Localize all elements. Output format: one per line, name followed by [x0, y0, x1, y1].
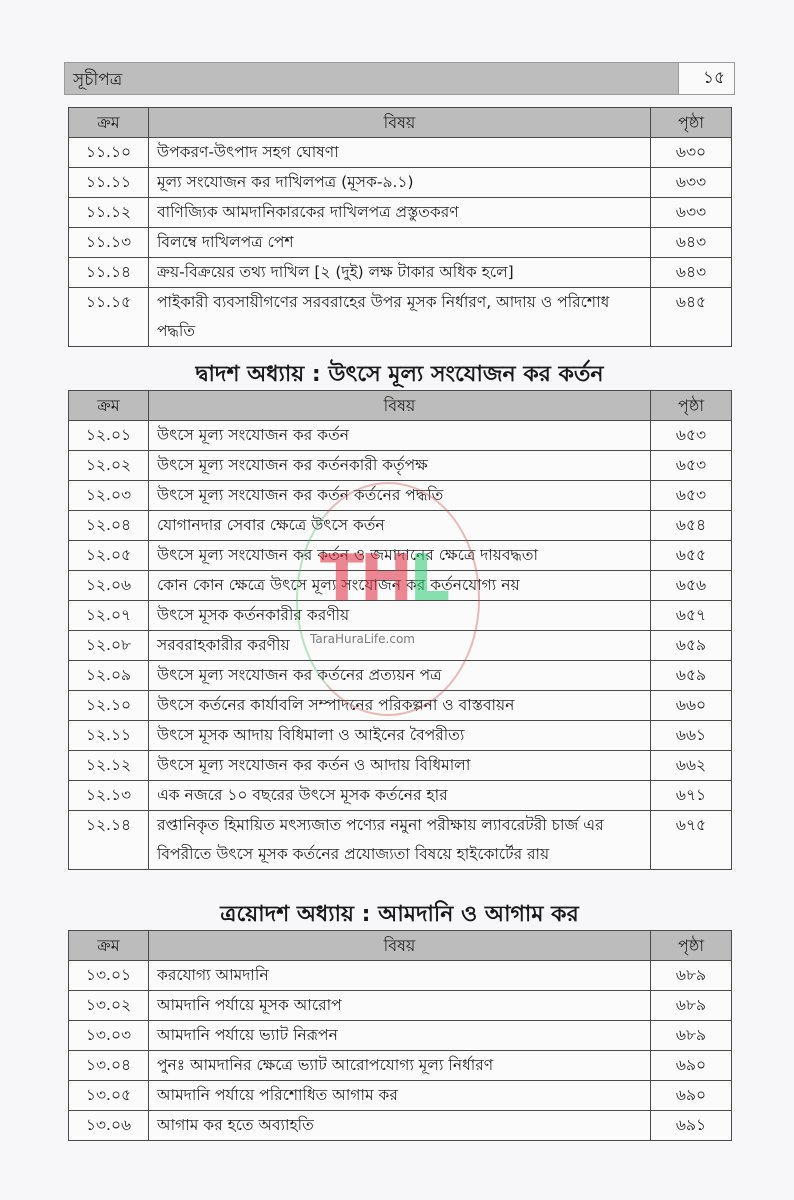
row-subject: আগাম কর হতে অব্যাহতি [149, 1111, 651, 1141]
row-subject: উৎসে মূসক আদায় বিধিমালা ও আইনের বৈপরীত্য [149, 721, 651, 751]
row-page: ৬৬১ [651, 721, 732, 751]
row-serial: ১২.০৩ [69, 481, 149, 511]
table-row [69, 991, 732, 1021]
row-serial: ১১.১৩ [69, 228, 149, 258]
row-serial: ১৩.০১ [69, 961, 149, 991]
row-subject: উৎসে মূল্য সংযোজন কর কর্তনকারী কর্তৃপক্ষ [149, 451, 651, 481]
column-header-serial: ক্রম [69, 931, 149, 961]
row-subject: উৎসে কর্তনের কার্যাবলি সম্পাদনের পরিকল্পনা ও বাস্তবায়ন [149, 691, 651, 721]
table-row [69, 571, 732, 601]
row-subject: উৎসে মূল্য সংযোজন কর কর্তনের প্রত্যয়ন পত্র [149, 661, 651, 691]
table-row [69, 811, 732, 870]
row-subject: উৎসে মূল্য সংযোজন কর কর্তন [149, 421, 651, 451]
row-subject: পাইকারী ব্যবসায়ীগণের সরবরাহের উপর মূসক নির্ধারণ, আদায় ও পরিশোধ পদ্ধতি [149, 288, 651, 347]
row-serial: ১২.০১ [69, 421, 149, 451]
row-subject: রপ্তানিকৃত হিমায়িত মৎস্যজাত পণ্যের নমুনা পরীক্ষায় ল্যাবরেটরী চার্জ এর বিপরীতে উৎসে মূসক কর্তনের প্রযোজ্যতা বিষয়ে হাইকোর্টের রায় [149, 811, 651, 870]
row-subject: আমদানি পর্যায়ে মূসক আরোপ [149, 991, 651, 1021]
row-page: ৬৮৯ [651, 991, 732, 1021]
row-serial: ১২.০৯ [69, 661, 149, 691]
row-subject: আমদানি পর্যায়ে পরিশোধিত আগাম কর [149, 1081, 651, 1111]
row-page: ৬৪৩ [651, 258, 732, 288]
column-header-page: পৃষ্ঠা [651, 391, 732, 421]
row-subject: পুনঃ আমদানির ক্ষেত্রে ভ্যাট আরোপযোগ্য মূল্য নির্ধারণ [149, 1051, 651, 1081]
row-serial: ১৩.০৬ [69, 1111, 149, 1141]
row-subject: আমদানি পর্যায়ে ভ্যাট নিরূপন [149, 1021, 651, 1051]
table-row [69, 168, 732, 198]
table-row [69, 781, 732, 811]
row-page: ৬৩০ [651, 138, 732, 168]
table-row [69, 631, 732, 661]
page-number: ১৫ [678, 63, 734, 94]
row-subject: কোন কোন ক্ষেত্রে উৎসে মূল্য সংযোজন কর কর্তনযোগ্য নয় [149, 571, 651, 601]
row-subject: উপকরণ-উৎপাদ সহগ ঘোষণা [149, 138, 651, 168]
row-subject: বাণিজ্যিক আমদানিকারকের দাখিলপত্র প্রস্তুতকরণ [149, 198, 651, 228]
row-page: ৬৯০ [651, 1081, 732, 1111]
table-row [69, 198, 732, 228]
row-page: ৬৮৯ [651, 961, 732, 991]
row-serial: ১১.১৫ [69, 288, 149, 347]
row-page: ৬৫৯ [651, 661, 732, 691]
column-header-page: পৃষ্ঠা [651, 931, 732, 961]
row-page: ৬৫৬ [651, 571, 732, 601]
row-page: ৬৪৫ [651, 288, 732, 347]
page-header [64, 62, 735, 95]
page-header-title: সূচীপত্র [73, 70, 123, 90]
column-header-serial: ক্রম [69, 108, 149, 138]
table-header-row [69, 931, 732, 961]
toc-table-chapter-13 [68, 930, 732, 1141]
row-serial: ১৩.০৪ [69, 1051, 149, 1081]
row-page: ৬৫৩ [651, 481, 732, 511]
toc-table-chapter-11 [68, 107, 732, 347]
table-row [69, 258, 732, 288]
column-header-subject: বিষয় [149, 931, 651, 961]
row-serial: ১১.১২ [69, 198, 149, 228]
row-serial: ১২.১৪ [69, 811, 149, 870]
row-serial: ১৩.০৫ [69, 1081, 149, 1111]
row-serial: ১১.১৪ [69, 258, 149, 288]
watermark-logo-icon: THL [320, 542, 446, 616]
table-row [69, 451, 732, 481]
row-serial: ১২.০৬ [69, 571, 149, 601]
table-row [69, 228, 732, 258]
table-header-row [69, 108, 732, 138]
table-row [69, 751, 732, 781]
row-serial: ১২.১০ [69, 691, 149, 721]
row-subject: মূল্য সংযোজন কর দাখিলপত্র (মূসক-৯.১) [149, 168, 651, 198]
watermark-text: TaraHuraLife.com [310, 632, 415, 646]
row-page: ৬৫৫ [651, 541, 732, 571]
chapter-title-12: দ্বাদশ অধ্যায় : উৎসে মূল্য সংযোজন কর কর্তন [195, 362, 604, 387]
chapter-title-13: ত্রয়োদশ অধ্যায় : আমদানি ও আগাম কর [220, 902, 579, 927]
row-page: ৬৪৩ [651, 228, 732, 258]
column-header-serial: ক্রম [69, 391, 149, 421]
row-serial: ১১.১১ [69, 168, 149, 198]
table-row [69, 1051, 732, 1081]
table-row [69, 1021, 732, 1051]
table-row [69, 541, 732, 571]
table-row [69, 721, 732, 751]
table-row [69, 1111, 732, 1141]
row-page: ৬৫৩ [651, 451, 732, 481]
table-row [69, 661, 732, 691]
table-row [69, 511, 732, 541]
table-row [69, 961, 732, 991]
row-serial: ১২.১২ [69, 751, 149, 781]
row-serial: ১২.১১ [69, 721, 149, 751]
row-page: ৬৫৯ [651, 631, 732, 661]
row-serial: ১২.০৫ [69, 541, 149, 571]
table-header-row [69, 391, 732, 421]
row-page: ৬৯০ [651, 1051, 732, 1081]
column-header-subject: বিষয় [149, 108, 651, 138]
row-serial: ১২.০৪ [69, 511, 149, 541]
row-page: ৬৮৯ [651, 1021, 732, 1051]
row-serial: ১২.১৩ [69, 781, 149, 811]
row-serial: ১১.১০ [69, 138, 149, 168]
table-row [69, 1081, 732, 1111]
row-page: ৬৫৭ [651, 601, 732, 631]
row-subject: উৎসে মূল্য সংযোজন কর কর্তন ও জমাদানের ক্ষেত্রে দায়বদ্ধতা [149, 541, 651, 571]
table-row [69, 421, 732, 451]
row-page: ৬৫৩ [651, 421, 732, 451]
row-serial: ১২.০৮ [69, 631, 149, 661]
row-serial: ১৩.০৩ [69, 1021, 149, 1051]
table-row [69, 601, 732, 631]
row-subject: করযোগ্য আমদানি [149, 961, 651, 991]
column-header-subject: বিষয় [149, 391, 651, 421]
row-serial: ১২.০২ [69, 451, 149, 481]
row-page: ৬৫৪ [651, 511, 732, 541]
table-row [69, 138, 732, 168]
row-subject: ক্রয়-বিক্রয়ের তথ্য দাখিল [২ (দুই) লক্ষ টাকার অধিক হলে] [149, 258, 651, 288]
row-subject: সরবরাহকারীর করণীয় [149, 631, 651, 661]
row-subject: বিলম্বে দাখিলপত্র পেশ [149, 228, 651, 258]
row-subject: উৎসে মূসক কর্তনকারীর করণীয় [149, 601, 651, 631]
table-row [69, 481, 732, 511]
row-page: ৬৩৩ [651, 198, 732, 228]
row-subject: উৎসে মূল্য সংযোজন কর কর্তন ও আদায় বিধিমালা [149, 751, 651, 781]
table-row [69, 691, 732, 721]
toc-table-chapter-12 [68, 390, 732, 870]
row-page: ৬৭১ [651, 781, 732, 811]
row-page: ৬৩৩ [651, 168, 732, 198]
row-page: ৬৬০ [651, 691, 732, 721]
row-page: ৬৯১ [651, 1111, 732, 1141]
row-page: ৬৭৫ [651, 811, 732, 870]
table-row [69, 288, 732, 347]
row-serial: ১৩.০২ [69, 991, 149, 1021]
row-subject: যোগানদার সেবার ক্ষেত্রে উৎসে কর্তন [149, 511, 651, 541]
column-header-page: পৃষ্ঠা [651, 108, 732, 138]
row-subject: এক নজরে ১০ বছরের উৎসে মূসক কর্তনের হার [149, 781, 651, 811]
row-serial: ১২.০৭ [69, 601, 149, 631]
row-subject: উৎসে মূল্য সংযোজন কর কর্তন কর্তনের পদ্ধতি [149, 481, 651, 511]
row-page: ৬৬২ [651, 751, 732, 781]
